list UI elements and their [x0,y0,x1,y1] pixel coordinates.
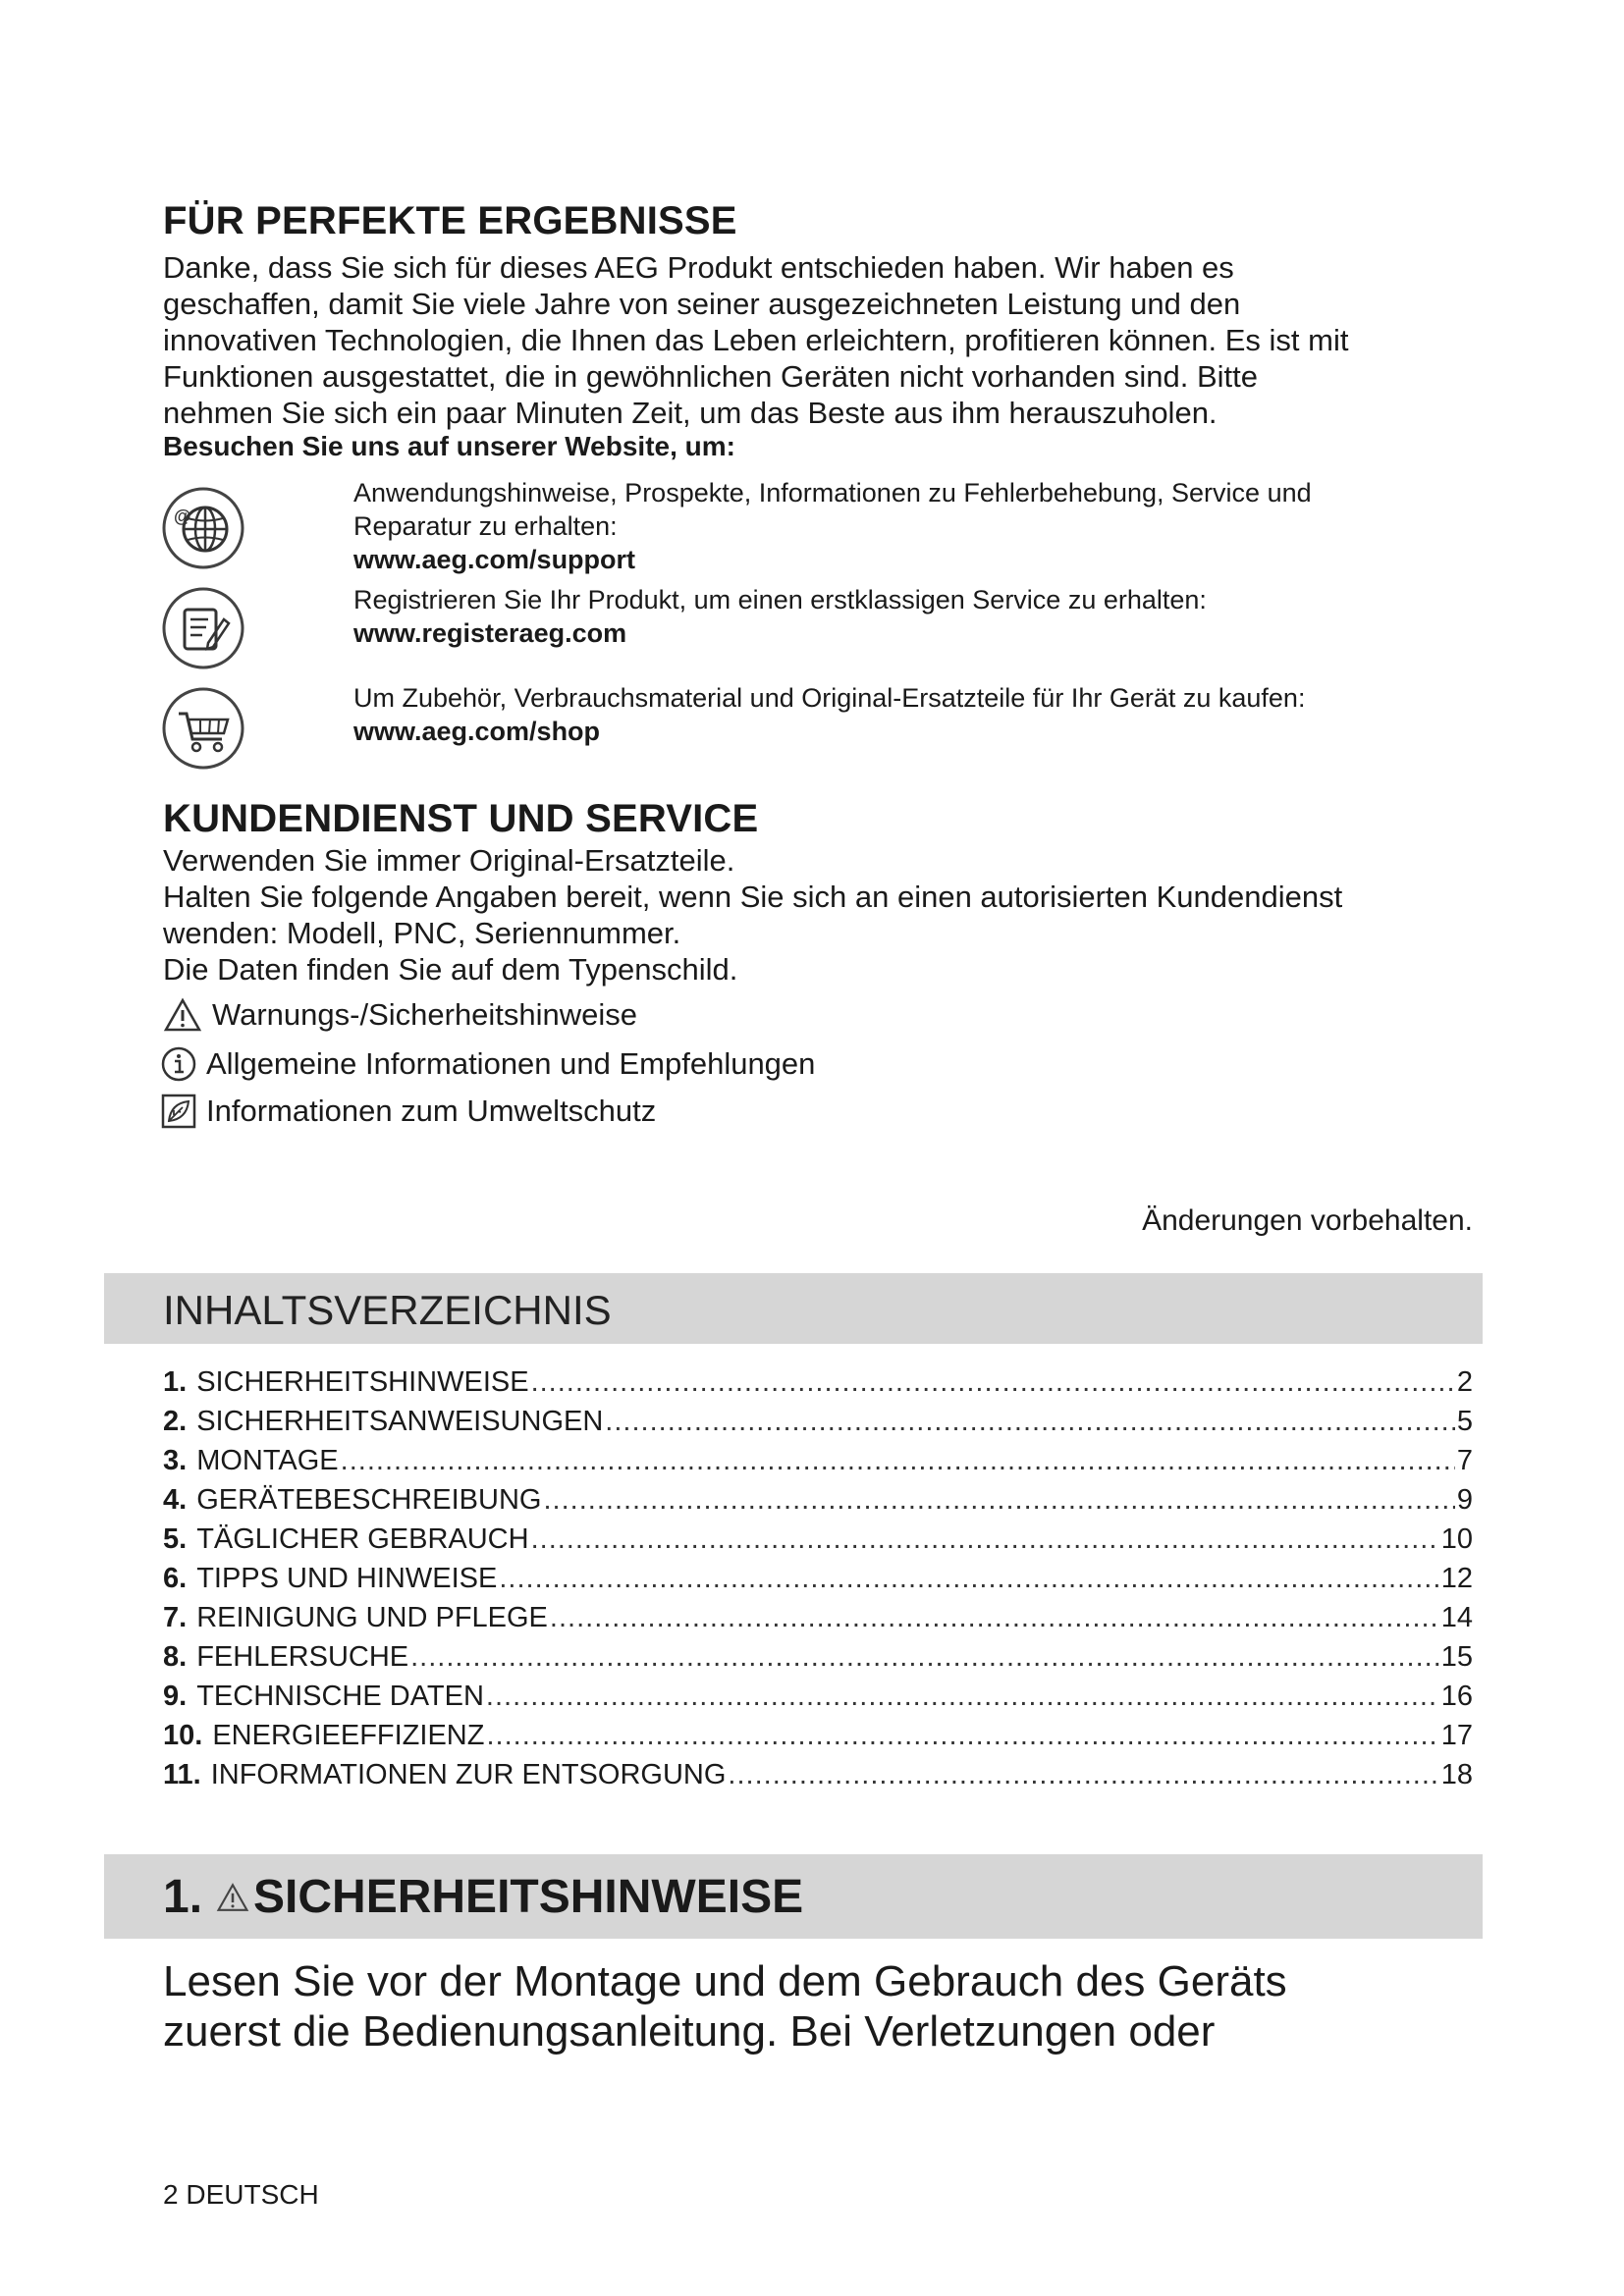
intro-line: innovativen Technologien, die Ihnen das Leben erleichtern, profitieren können. Es ist mit [163,323,1349,357]
lead-line: zuerst die Bedienungsanleitung. Bei Verletzungen oder [163,2007,1216,2056]
service-line: Die Daten finden Sie auf dem Typenschild. [163,952,738,987]
toc-title: GERÄTEBESCHREIBUNG [196,1484,542,1516]
legend-label: Allgemeine Informationen und Empfehlungen [206,1046,816,1081]
legend-label: Informationen zum Umweltschutz [206,1094,657,1128]
toc-title: MONTAGE [196,1445,339,1476]
service-paragraph [163,842,1342,988]
section1-lead [163,1956,1287,2056]
toc-title: TIPPS UND HINWEISE [196,1563,498,1594]
toc-num: 8. [163,1641,188,1673]
service-line: Verwenden Sie immer Original-Ersatzteile. [163,843,735,878]
toc-entry[interactable] [163,1441,1473,1480]
toc-entry[interactable] [163,1559,1473,1598]
intro-heading: FÜR PERFEKTE ERGEBNISSE [163,199,737,242]
toc-title: FEHLERSUCHE [196,1641,409,1673]
intro-paragraph [163,249,1348,431]
lead-line: Lesen Sie vor der Montage und dem Gebrauch des Geräts [163,1957,1287,2005]
toc-page: 14 [1440,1602,1473,1633]
toc-entry[interactable] [163,1755,1473,1794]
toc-page: 7 [1456,1445,1473,1476]
toc-page: 17 [1440,1720,1473,1751]
warning-icon [163,997,202,1033]
legend-warning [163,997,637,1033]
web-item-text: Reparatur zu erhalten: [353,511,618,541]
web-item-support [353,476,1312,576]
support-link[interactable]: www.aeg.com/support [353,545,636,574]
web-item-shop [353,681,1305,748]
register-link[interactable]: www.registeraeg.com [353,618,627,648]
warning-icon [216,1882,249,1913]
intro-line: Danke, dass Sie sich für dieses AEG Produkt entschieden haben. Wir haben es [163,250,1234,285]
toc-num: 11. [163,1759,201,1790]
toc-page: 12 [1440,1563,1473,1594]
toc-list [163,1362,1473,1794]
section1-header-bar [104,1854,1483,1939]
section1-title: SICHERHEITSHINWEISE [253,1871,804,1923]
web-item-register [353,583,1207,650]
toc-entry[interactable] [163,1362,1473,1402]
intro-line: geschaffen, damit Sie viele Jahre von seiner ausgezeichneten Leistung und den [163,287,1241,321]
page-footer: 2 DEUTSCH [163,2179,319,2210]
toc-num: 9. [163,1681,188,1712]
toc-title: TÄGLICHER GEBRAUCH [196,1523,529,1555]
toc-num: 2. [163,1406,188,1437]
intro-line: nehmen Sie sich ein paar Minuten Zeit, um das Beste aus ihm herauszuholen. [163,396,1218,430]
globe-support-icon [161,486,245,575]
toc-num: 10. [163,1720,203,1751]
toc-title: SICHERHEITSHINWEISE [196,1366,529,1398]
web-item-text: Um Zubehör, Verbrauchsmaterial und Original-Ersatzteile für Ihr Gerät zu kaufen: [353,683,1306,713]
toc-entry[interactable] [163,1677,1473,1716]
toc-page: 2 [1456,1366,1473,1398]
legend-label: Warnungs-/Sicherheitshinweise [212,997,638,1032]
toc-entry[interactable] [163,1402,1473,1441]
toc-title: ENERGIEEFFIZIENZ [212,1720,485,1751]
toc-title: REINIGUNG UND PFLEGE [196,1602,548,1633]
web-item-text: Anwendungshinweise, Prospekte, Informationen zu Fehlerbehebung, Service und [353,478,1312,507]
environment-icon [161,1094,196,1129]
visit-website-label: Besuchen Sie uns auf unserer Website, um: [163,431,735,461]
toc-num: 3. [163,1445,188,1476]
legend-environment [161,1094,656,1129]
toc-header-bar [104,1273,1483,1344]
intro-line: Funktionen ausgestattet, die in gewöhnlichen Geräten nicht vorhanden sind. Bitte [163,359,1259,394]
toc-title: SICHERHEITSANWEISUNGEN [196,1406,604,1437]
toc-entry[interactable] [163,1716,1473,1755]
service-heading: KUNDENDIENST UND SERVICE [163,797,759,840]
service-line: Halten Sie folgende Angaben bereit, wenn Sie sich an einen autorisierten Kundendienst [163,880,1343,914]
service-line: wenden: Modell, PNC, Seriennummer. [163,916,681,950]
toc-num: 1. [163,1366,188,1398]
shop-link[interactable]: www.aeg.com/shop [353,717,601,746]
toc-num: 6. [163,1563,188,1594]
changes-note: Änderungen vorbehalten. [1142,1204,1473,1237]
toc-heading: INHALTSVERZEICHNIS [163,1287,612,1333]
legend-info [161,1046,815,1082]
toc-entry[interactable] [163,1598,1473,1637]
shopping-cart-icon [161,686,245,775]
web-item-text: Registrieren Sie Ihr Produkt, um einen erstklassigen Service zu erhalten: [353,585,1207,614]
toc-num: 7. [163,1602,188,1633]
toc-page: 15 [1440,1641,1473,1673]
toc-title: INFORMATIONEN ZUR ENTSORGUNG [210,1759,727,1790]
toc-num: 5. [163,1523,188,1555]
toc-page: 5 [1456,1406,1473,1437]
toc-entry[interactable] [163,1637,1473,1677]
toc-page: 10 [1440,1523,1473,1555]
toc-page: 18 [1440,1759,1473,1790]
svg-text:@: @ [174,507,191,526]
section1-heading [163,1870,803,1924]
toc-entry[interactable] [163,1520,1473,1559]
toc-page: 9 [1456,1484,1473,1516]
register-icon [161,586,245,675]
toc-entry[interactable] [163,1480,1473,1520]
toc-title: TECHNISCHE DATEN [196,1681,484,1712]
toc-page: 16 [1440,1681,1473,1712]
toc-num: 4. [163,1484,188,1516]
info-icon [161,1046,196,1082]
section1-number: 1. [163,1871,203,1923]
